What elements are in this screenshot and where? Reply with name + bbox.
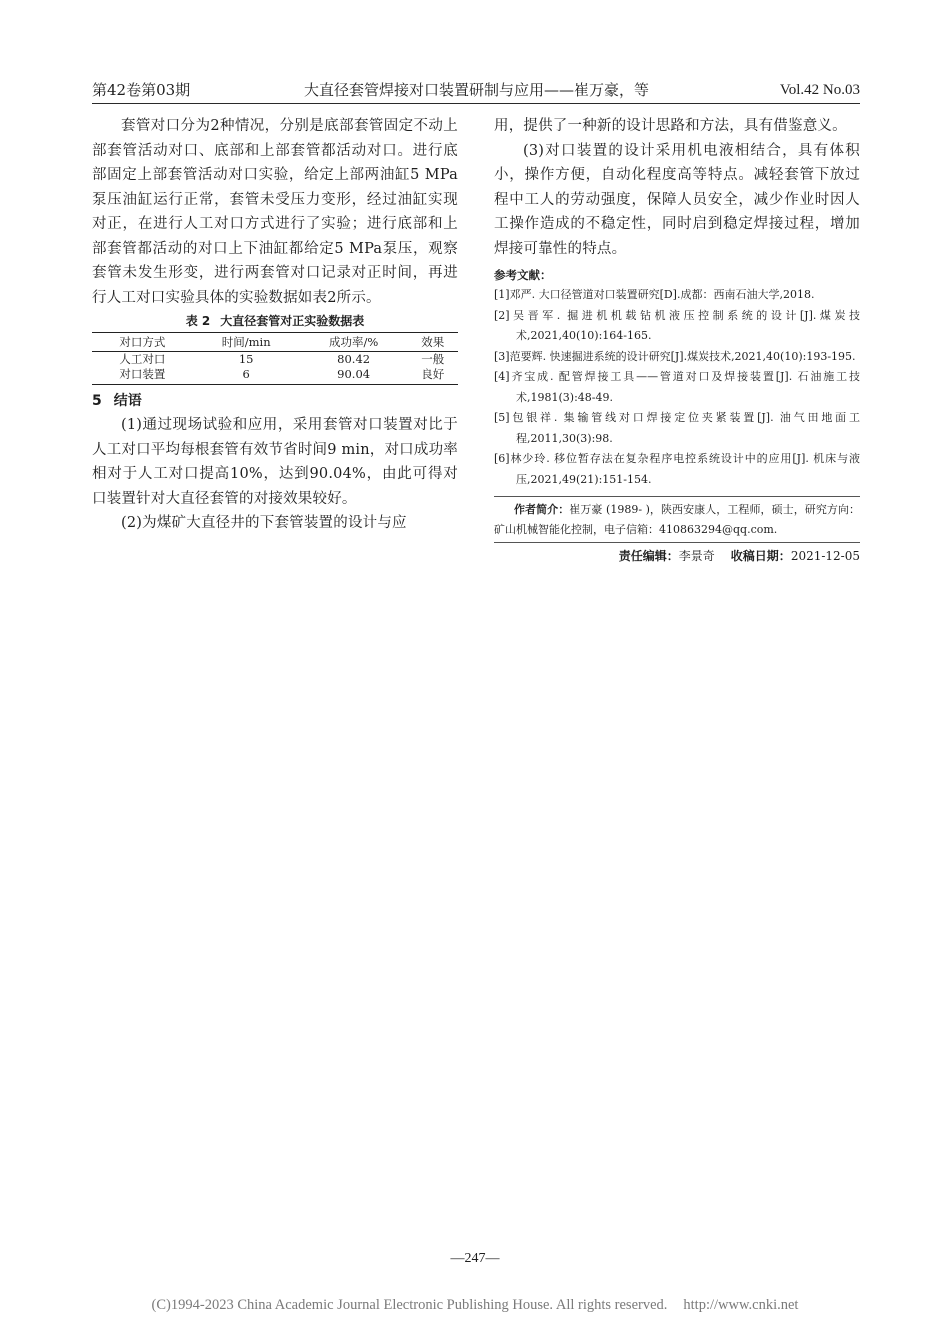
right-column bbox=[494, 114, 860, 565]
table-cell: 良好 bbox=[408, 367, 458, 385]
body-paragraph: (2)为煤矿大直径井的下套管装置的设计与应 bbox=[121, 515, 407, 531]
running-title: 大直径套管焊接对口装置研制与应用——崔万豪，等 bbox=[304, 81, 650, 99]
reference-item: [3]范要辉. 快速掘进系统的设计研究[J].煤炭技术,2021,40(10):193-195. bbox=[494, 349, 856, 363]
table-header-cell: 成功率/% bbox=[300, 333, 408, 352]
reference-item: [1]邓严. 大口径管道对口装置研究[D].成都：西南石油大学,2018. bbox=[494, 288, 815, 301]
journal-issue: 第42卷第03期 bbox=[92, 81, 191, 99]
table-cell: 对口装置 bbox=[92, 367, 193, 385]
author-bio-text: 崔万豪 (1989- )，陕西安康人，工程师，硕士，研究方向：矿山机械智能化控制，电子信箱：410863294@qq.com. bbox=[494, 503, 860, 536]
editor-name: 李景奇 bbox=[678, 549, 715, 563]
author-bio-label: 作者简介： bbox=[514, 503, 570, 516]
author-bio bbox=[494, 496, 860, 543]
table-cell: 一般 bbox=[421, 352, 445, 366]
received-label: 收稿日期： bbox=[730, 549, 791, 563]
table-cell: 人工对口 bbox=[119, 352, 166, 366]
table-header-row bbox=[92, 333, 458, 352]
section-number: 5 bbox=[92, 393, 102, 409]
copyright-footer bbox=[0, 1297, 950, 1314]
section-heading bbox=[92, 391, 458, 411]
table-cell: 15 bbox=[238, 352, 254, 366]
copyright-text: (C)1994-2023 China Academic Journal Electronic Publishing House. All rights reserved. bbox=[151, 1297, 668, 1313]
page-number: —247— bbox=[450, 1251, 500, 1266]
table-title: 大直径套管对正实验数据表 bbox=[220, 314, 365, 328]
table-number: 表 2 bbox=[185, 314, 211, 328]
cnki-url[interactable]: http://www.cnki.net bbox=[683, 1297, 799, 1313]
table-row bbox=[92, 352, 458, 368]
reference-item: [2]吴晋军. 掘进机机载钻机液压控制系统的设计[J].煤炭技术,2021,40(10):164-165. bbox=[494, 308, 860, 342]
table-header-cell: 时间/min bbox=[193, 333, 300, 352]
journal-volume: Vol.42 No.03 bbox=[779, 82, 860, 98]
body-paragraph: 用，提供了一种新的设计思路和方法，具有借鉴意义。 bbox=[494, 118, 847, 134]
table-row bbox=[92, 367, 458, 385]
experiment-data-table bbox=[92, 332, 458, 385]
editor-label: 责任编辑： bbox=[618, 549, 679, 563]
received-date: 2021-12-05 bbox=[790, 549, 860, 563]
reference-item: [6]林少玲. 移位暂存法在复杂程序电控系统设计中的应用[J]. 机床与液压,2021,49(21):151-154. bbox=[494, 452, 860, 486]
table-cell: 90.04 bbox=[300, 367, 408, 385]
table-header-cell: 对口方式 bbox=[92, 333, 193, 352]
body-paragraph: (3)对口装置的设计采用机电液相结合，具有体积小，操作方便，自动化程度高等特点。减轻套管下放过程中工人的劳动强度，保障人员安全，减少作业时因人工操作造成的不稳定性，同时启到稳定焊接过程，增加焊接可靠性的特点。 bbox=[494, 142, 860, 257]
reference-item: [5]包银祥. 集输管线对口焊接定位夹紧装置[J]. 油气田地面工程,2011,30(3):98. bbox=[494, 411, 860, 445]
table-cell: 80.42 bbox=[337, 352, 371, 366]
left-column bbox=[92, 114, 458, 536]
reference-item: [4]齐宝成. 配管焊接工具——管道对口及焊接装置[J]. 石油施工技术,1981(3):48-49. bbox=[494, 370, 860, 404]
body-paragraph: 套管对口分为2种情况，分别是底部套管固定不动上部套管活动对口、底部和上部套管都活动对口。进行底部固定上部套管活动对口实验，给定上部两油缸5 MPa泵压油缸运行正常，套管未受压力变形，经过油缸实现对正，在进行人工对口方式进行了实验；进行底部和上部套管都活动的对口上下油缸都给定5 MPa泵压，观察套管未发生形变，进行两套管对口记录对正时间，再进行人工对口实验具体的实验数据如表2所示。 bbox=[92, 118, 458, 306]
table-header-cell: 效果 bbox=[408, 333, 458, 352]
table-cell: 6 bbox=[193, 367, 300, 385]
section-title: 结语 bbox=[113, 393, 142, 409]
body-paragraph: (1)通过现场试验和应用，采用套管对口装置对比于人工对口平均每根套管有效节省时间9 min，对口成功率相对于人工对口提高10%，达到90.04%，由此可得对口装置针对大直径套管的对接效果较好。 bbox=[92, 417, 458, 507]
running-header bbox=[92, 79, 860, 104]
editor-info bbox=[494, 547, 860, 565]
references-heading: 参考文献： bbox=[494, 268, 552, 282]
table-caption bbox=[92, 313, 458, 329]
